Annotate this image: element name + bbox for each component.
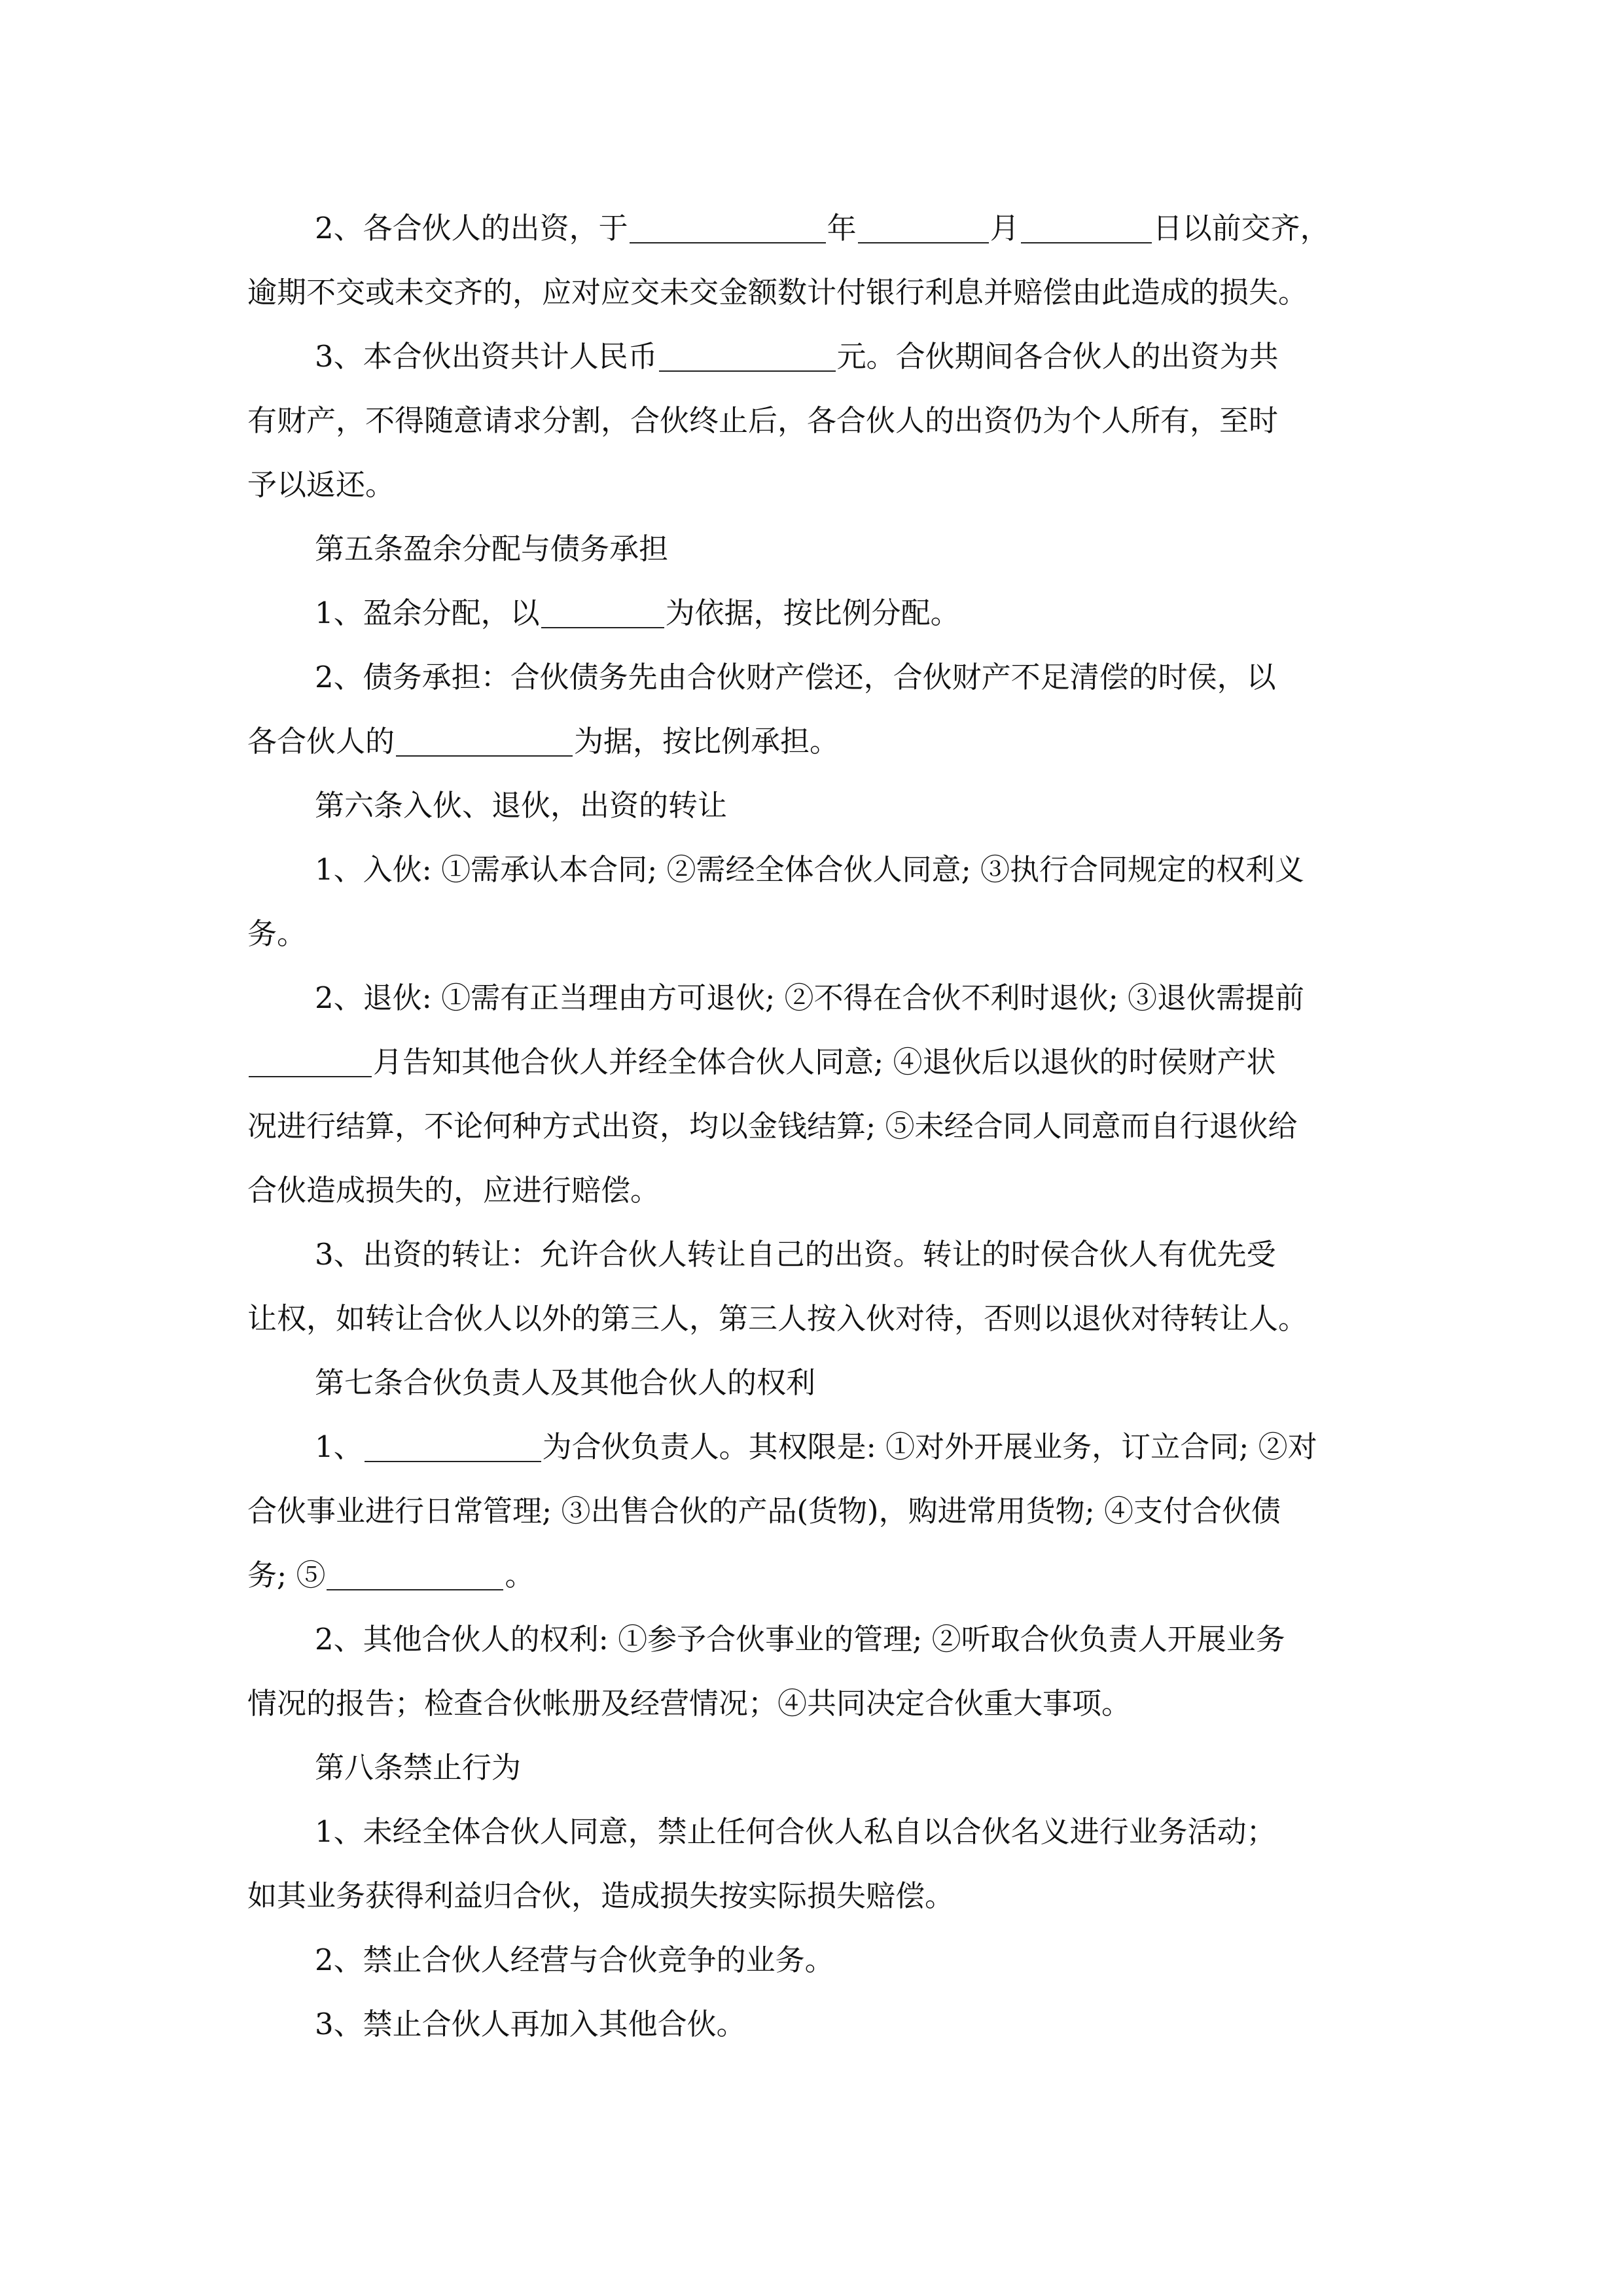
day-blank bbox=[1021, 213, 1152, 243]
clause6-item1-line2: 务。 bbox=[247, 916, 307, 951]
clause7-item2-line2: 情况的报告；检查合伙帐册及经营情况；④共同决定合伙重大事项。 bbox=[247, 1686, 1132, 1721]
clause6-item2-line3: 况进行结算，不论何种方式出资，均以金钱结算; ⑤未经合同人同意而自行退伙给 bbox=[247, 1109, 1298, 1143]
capital-amount-blank bbox=[659, 342, 836, 372]
clause5-heading: 第五条盈余分配与债务承担 bbox=[315, 531, 669, 566]
clause8-item2: 2、禁止合伙人经营与合伙竞争的业务。 bbox=[315, 1943, 834, 1977]
debt-basis-blank bbox=[396, 726, 573, 757]
clause7-item1-line2: 合伙事业进行日常管理; ③出售合伙的产品(货物)，购进常用货物; ④支付合伙债 bbox=[247, 1494, 1281, 1528]
clause6-item3-line1: 3、出资的转让：允许合伙人转让自己的出资。转让的时侯合伙人有优先受 bbox=[315, 1237, 1276, 1272]
clause4-item2-line1: 2、各合伙人的出资，于 年 月 日以前交齐， bbox=[315, 211, 1330, 245]
clause5-item1: 1、盈余分配，以 为依据，按比例分配。 bbox=[315, 596, 960, 630]
month-blank bbox=[858, 213, 989, 243]
manager-name-blank bbox=[365, 1432, 541, 1462]
clause6-item2-line1: 2、退伙: ①需有正当理由方可退伙; ②不得在合伙不利时退伙; ③退伙需提前 bbox=[315, 980, 1305, 1015]
profit-basis-blank bbox=[541, 598, 664, 628]
clause4-item2-line2: 逾期不交或未交齐的，应对应交未交金额数计付银行利息并赔偿由此造成的损失。 bbox=[247, 275, 1308, 310]
year-blank bbox=[630, 213, 826, 243]
clause4-item3-line1: 3、本合伙出资共计人民币 元。合伙期间各合伙人的出资为共 bbox=[315, 339, 1279, 374]
clause5-item2-line2: 各合伙人的 为据，按比例承担。 bbox=[247, 724, 840, 759]
clause6-heading: 第六条入伙、退伙，出资的转让 bbox=[315, 788, 728, 823]
clause7-heading: 第七条合伙负责人及其他合伙人的权利 bbox=[315, 1365, 816, 1400]
clause6-item2-line2: 月告知其他合伙人并经全体合伙人同意; ④退伙后以退伙的时侯财产状 bbox=[247, 1030, 1383, 1094]
clause6-item1-line1: 1、入伙: ①需承认本合同; ②需经全体合伙人同意; ③执行合同规定的权利义 bbox=[315, 852, 1305, 887]
other-authority-blank bbox=[327, 1560, 503, 1590]
notice-months-blank bbox=[249, 1047, 372, 1077]
clause8-heading: 第八条禁止行为 bbox=[315, 1750, 522, 1785]
clause5-item2-line1: 2、债务承担：合伙债务先由合伙财产偿还，合伙财产不足清偿的时侯，以 bbox=[315, 660, 1276, 694]
clause7-item1-line3: 务; ⑤ 。 bbox=[247, 1558, 535, 1592]
clause7-item1-line1: 1、 为合伙负责人。其权限是: ①对外开展业务，订立合同; ②对 bbox=[315, 1429, 1317, 1464]
clause4-item3-line2: 有财产，不得随意请求分割，合伙终止后，各合伙人的出资仍为个人所有，至时 bbox=[247, 403, 1279, 438]
clause8-item3: 3、禁止合伙人再加入其他合伙。 bbox=[315, 2007, 746, 2041]
clause4-item3-line3: 予以返还。 bbox=[247, 467, 395, 502]
clause6-item3-line2: 让权，如转让合伙人以外的第三人，第三人按入伙对待，否则以退伙对待转让人。 bbox=[247, 1301, 1308, 1336]
clause6-item2-line4: 合伙造成损失的，应进行赔偿。 bbox=[247, 1173, 660, 1208]
contract-page bbox=[247, 196, 1383, 2056]
clause8-item1-line2: 如其业务获得利益归合伙，造成损失按实际损失赔偿。 bbox=[247, 1878, 955, 1913]
clause7-item2-line1: 2、其他合伙人的权利: ①参予合伙事业的管理; ②听取合伙负责人开展业务 bbox=[315, 1622, 1285, 1657]
clause8-item1-line1: 1、未经全体合伙人同意，禁止任何合伙人私自以合伙名义进行业务活动； bbox=[315, 1814, 1276, 1849]
